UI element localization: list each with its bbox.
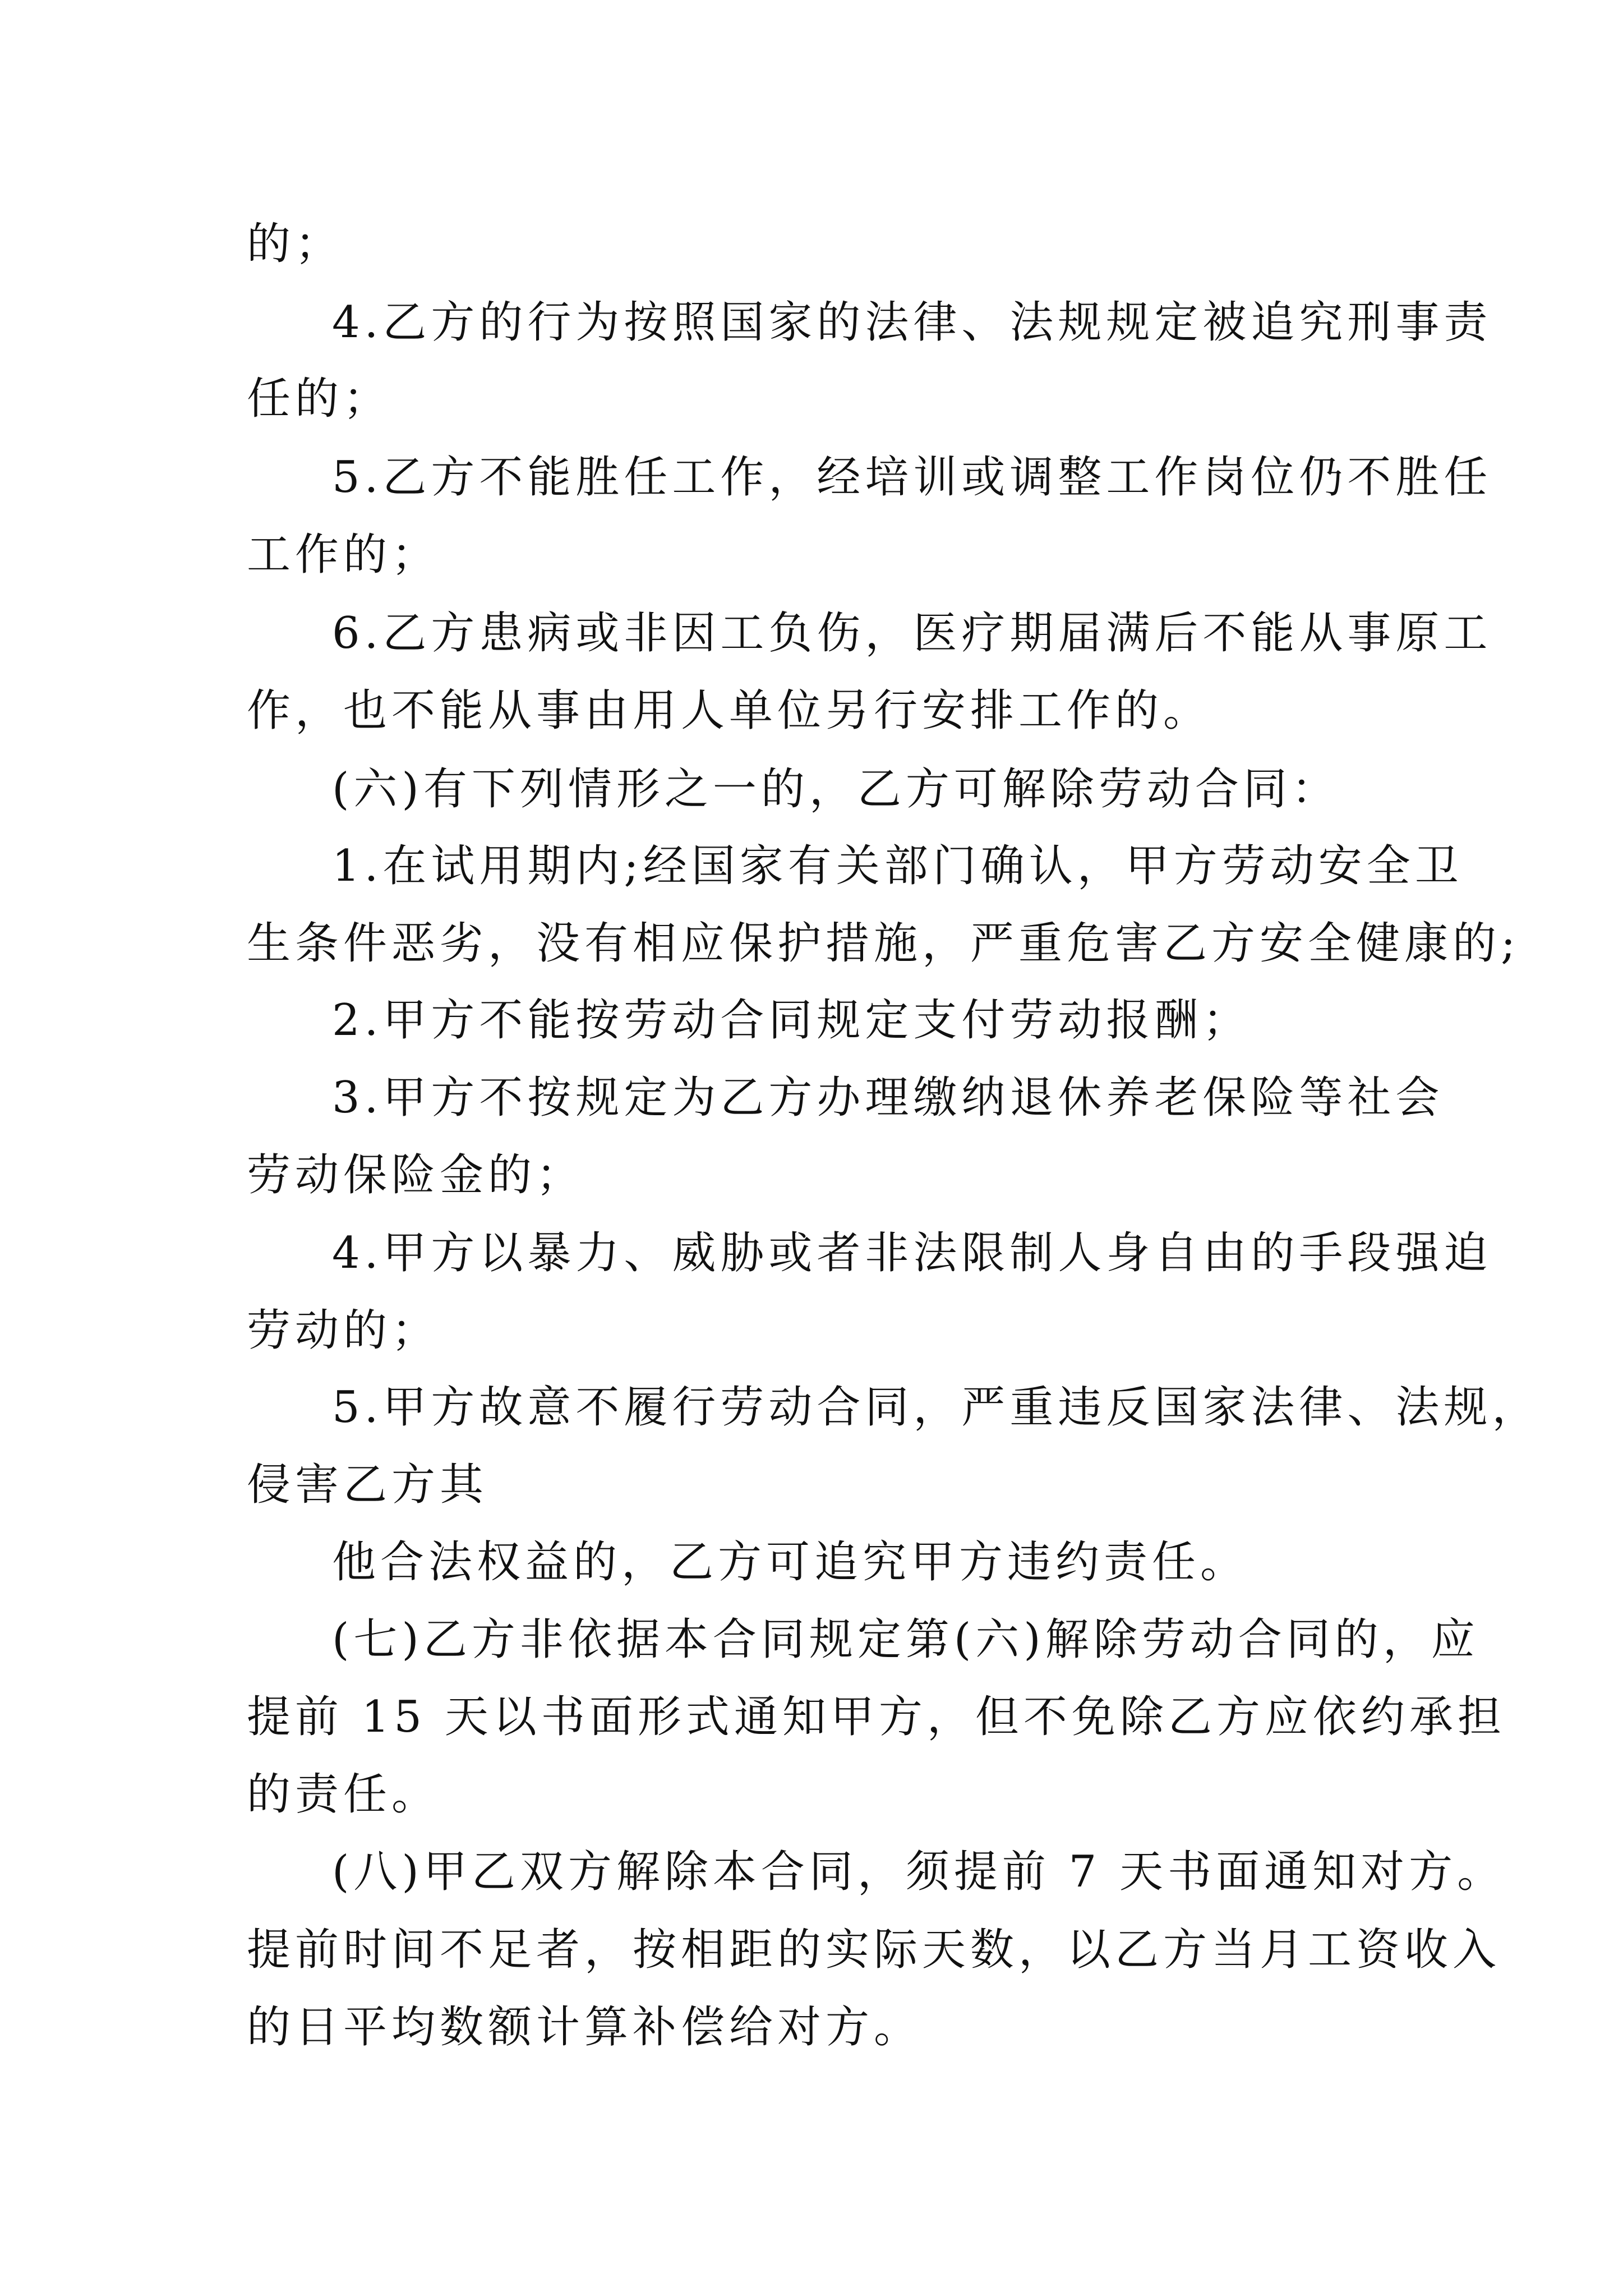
text-line: (七)乙方非依据本合同规定第(六)解除劳动合同的，应 xyxy=(332,1614,1479,1665)
text-line: 4.甲方以暴力、威胁或者非法限制人身自由的手段强迫 xyxy=(332,1228,1492,1278)
text-line: 提前时间不足者，按相距的实际天数，以乙方当月工资收入 xyxy=(247,1925,1501,1975)
text-line: 任的； xyxy=(247,374,392,424)
text-line: 的日平均数额计算补偿给对方。 xyxy=(247,2002,923,2053)
text-line: 的； xyxy=(247,219,344,269)
text-line: 4.乙方的行为按照国家的法律、法规规定被追究刑事责 xyxy=(332,297,1492,348)
text-line: (六)有下列情形之一的，乙方可解除劳动合同： xyxy=(332,764,1340,815)
text-line: 5.乙方不能胜任工作，经培训或调整工作岗位仍不胜任 xyxy=(332,452,1492,503)
text-line: 5.甲方故意不履行劳动合同，严重违反国家法律、法规， xyxy=(332,1382,1541,1433)
text-line: 2.甲方不能按劳动合同规定支付劳动报酬； xyxy=(332,995,1251,1046)
text-line: 劳动保险金的； xyxy=(247,1150,585,1200)
text-line: 1.在试用期内;经国家有关部门确认，甲方劳动安全卫 xyxy=(332,841,1463,891)
text-line: 6.乙方患病或非因工负伤，医疗期届满后不能从事原工 xyxy=(332,608,1492,659)
text-line: 劳动的； xyxy=(247,1305,440,1356)
text-line: 提前 15 天以书面形式通知甲方，但不免除乙方应依约承担 xyxy=(247,1692,1506,1742)
text-line: 侵害乙方其 xyxy=(247,1460,488,1510)
text-line: (八)甲乙双方解除本合同，须提前 7 天书面通知对方。 xyxy=(332,1847,1506,1897)
text-line: 生条件恶劣，没有相应保护措施，严重危害乙方安全健康的; xyxy=(247,918,1520,969)
text-line: 的责任。 xyxy=(247,1769,440,1820)
text-line: 作，也不能从事由用人单位另行安排工作的。 xyxy=(247,685,1212,736)
text-line: 工作的； xyxy=(247,530,440,580)
text-line: 3.甲方不按规定为乙方办理缴纳退休养老保险等社会 xyxy=(332,1073,1444,1123)
text-line: 他合法权益的，乙方可追究甲方违约责任。 xyxy=(332,1537,1249,1588)
